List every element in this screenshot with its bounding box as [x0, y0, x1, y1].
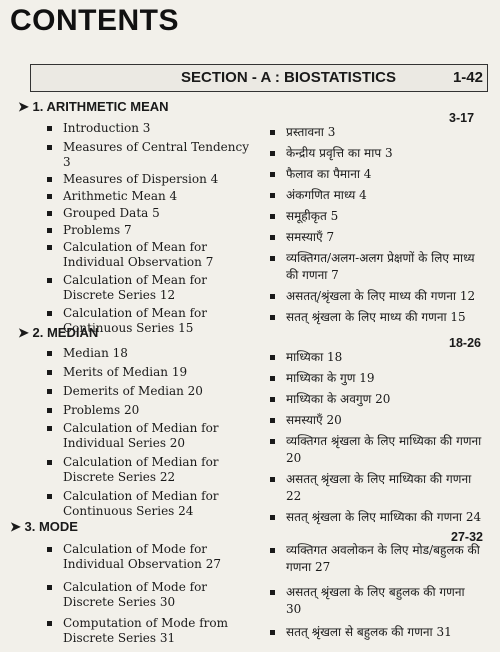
- list-item: Calculation of Median for Continuous Series 24: [45, 489, 260, 519]
- chapter-heading: ➤ 2. MEDIAN: [18, 325, 99, 340]
- list-item: माध्यिका के गुण 19: [268, 370, 483, 387]
- bullet-icon: [270, 294, 275, 299]
- list-item: माध्यिका 18: [268, 349, 483, 366]
- list-item: समस्याएँ 7: [268, 229, 483, 246]
- chapter-heading: ➤ 1. ARITHMETIC MEAN: [18, 99, 169, 114]
- bullet-icon: [270, 130, 275, 135]
- chapter-page-range: 3-17: [449, 111, 475, 125]
- list-item: Calculation of Median for Individual Series 20: [45, 421, 260, 451]
- bullet-icon: [47, 311, 52, 316]
- bullet-icon: [47, 408, 52, 413]
- list-item: Grouped Data 5: [45, 206, 260, 221]
- list-item: Computation of Mode from Discrete Series 31: [45, 616, 260, 646]
- page-title: CONTENTS: [10, 4, 179, 37]
- list-item: सतत् श्रृंखला से बहुलक की गणना 31: [268, 624, 483, 641]
- bullet-icon: [270, 235, 275, 240]
- bullet-icon: [270, 397, 275, 402]
- list-item: Calculation of Mode for Discrete Series 30: [45, 580, 260, 610]
- bullet-icon: [47, 278, 52, 283]
- bullet-icon: [270, 548, 275, 553]
- list-item: Problems 7: [45, 223, 260, 238]
- chapter-page-range: 18-26: [449, 336, 481, 350]
- bullet-icon: [270, 193, 275, 198]
- list-item: समस्याएँ 20: [268, 412, 483, 429]
- list-item: Calculation of Median for Discrete Series 22: [45, 455, 260, 485]
- bullet-icon: [270, 172, 275, 177]
- chapter-heading: ➤ 3. MODE: [10, 519, 78, 534]
- bullet-icon: [47, 426, 52, 431]
- section-title: SECTION - A : BIOSTATISTICS: [181, 69, 396, 86]
- bullet-icon: [270, 630, 275, 635]
- bullet-icon: [47, 389, 52, 394]
- bullet-icon: [47, 351, 52, 356]
- list-item: सतत् श्रृंखला के लिए माध्य की गणना 15: [268, 309, 483, 326]
- list-item: केन्द्रीय प्रवृत्ति का माप 3: [268, 145, 483, 162]
- bullet-icon: [270, 418, 275, 423]
- list-item: Calculation of Mean for Continuous Series 15: [45, 306, 260, 336]
- list-item: प्रस्तावना 3: [268, 124, 483, 141]
- list-item: Median 18: [45, 346, 260, 361]
- list-item: Merits of Median 19: [45, 365, 260, 380]
- bullet-icon: [270, 214, 275, 219]
- bullet-icon: [47, 370, 52, 375]
- list-item: व्यक्तिगत अवलोकन के लिए मोड/बहुलक की गणना 27: [268, 542, 483, 576]
- list-item: सतत् श्रृंखला के लिए माध्यिका की गणना 24: [268, 509, 483, 526]
- list-item: Measures of Central Tendency 3: [45, 140, 260, 170]
- hindi-topic-list: [268, 124, 483, 326]
- english-topic-list: [45, 346, 260, 519]
- list-item: Calculation of Mode for Individual Observation 27: [45, 542, 260, 572]
- list-item: असतत् श्रृंखला के लिए बहुलक की गणना 30: [268, 584, 483, 618]
- bullet-icon: [47, 145, 52, 150]
- bullet-icon: [270, 477, 275, 482]
- bullet-icon: [47, 585, 52, 590]
- list-item: Problems 20: [45, 403, 260, 418]
- section-header: [30, 64, 488, 92]
- english-topic-list: [45, 121, 260, 336]
- bullet-icon: [47, 177, 52, 182]
- list-item: Calculation of Mean for Discrete Series 12: [45, 273, 260, 303]
- list-item: Arithmetic Mean 4: [45, 189, 260, 204]
- bullet-icon: [47, 228, 52, 233]
- english-topic-list: [45, 542, 260, 646]
- hindi-topic-list: [268, 542, 483, 641]
- chapter-page-range: 27-32: [451, 530, 483, 544]
- hindi-topic-list: [268, 349, 483, 526]
- list-item: Demerits of Median 20: [45, 384, 260, 399]
- list-item: असतत्/श्रृंखला के लिए माध्य की गणना 12: [268, 288, 483, 305]
- bullet-icon: [270, 439, 275, 444]
- bullet-icon: [270, 355, 275, 360]
- bullet-icon: [270, 590, 275, 595]
- bullet-icon: [47, 194, 52, 199]
- list-item: व्यक्तिगत/अलग-अलग प्रेक्षणों के लिए माध्य की गणना 7: [268, 250, 483, 284]
- bullet-icon: [47, 211, 52, 216]
- list-item: अंकगणित माध्य 4: [268, 187, 483, 204]
- list-item: Measures of Dispersion 4: [45, 172, 260, 187]
- bullet-icon: [270, 315, 275, 320]
- list-item: असतत् श्रृंखला के लिए माध्यिका की गणना 22: [268, 471, 483, 505]
- list-item: Introduction 3: [45, 121, 260, 136]
- bullet-icon: [47, 460, 52, 465]
- bullet-icon: [47, 621, 52, 626]
- bullet-icon: [270, 256, 275, 261]
- bullet-icon: [47, 547, 52, 552]
- list-item: Calculation of Mean for Individual Observation 7: [45, 240, 260, 270]
- list-item: समूहीकृत 5: [268, 208, 483, 225]
- bullet-icon: [270, 376, 275, 381]
- list-item: फैलाव का पैमाना 4: [268, 166, 483, 183]
- list-item: माध्यिका के अवगुण 20: [268, 391, 483, 408]
- bullet-icon: [270, 515, 275, 520]
- bullet-icon: [270, 151, 275, 156]
- bullet-icon: [47, 126, 52, 131]
- list-item: व्यक्तिगत श्रृंखला के लिए माध्यिका की गणना 20: [268, 433, 483, 467]
- bullet-icon: [47, 245, 52, 250]
- section-page-range: 1-42: [452, 69, 483, 86]
- bullet-icon: [47, 494, 52, 499]
